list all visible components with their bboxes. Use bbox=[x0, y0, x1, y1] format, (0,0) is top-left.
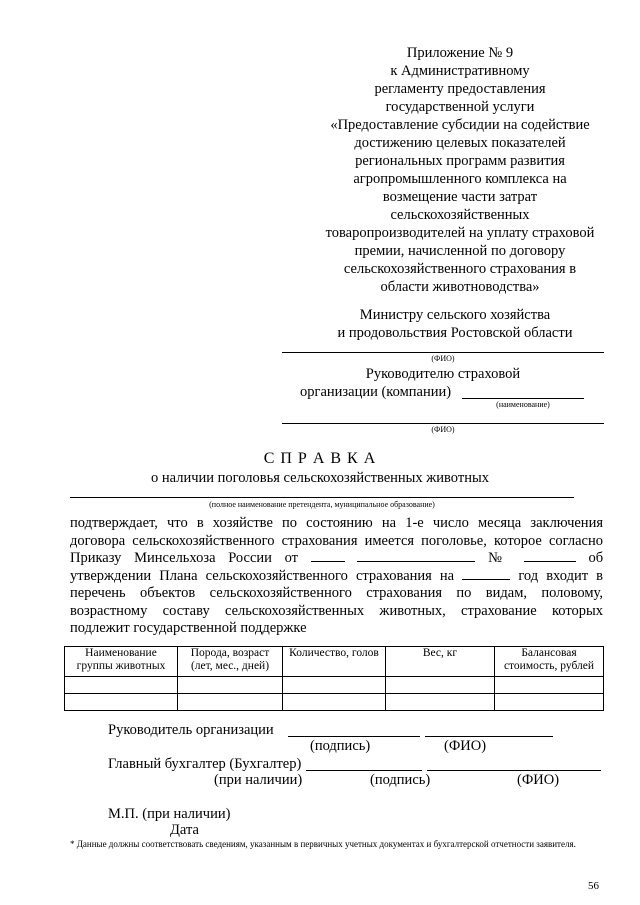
annex-line: регламенту предоставления bbox=[374, 81, 546, 97]
applicant-hint: (полное наименование претендента, муниципальное образование) bbox=[209, 500, 435, 509]
fio-label: (ФИО) bbox=[444, 738, 487, 754]
insurer-line1: Руководителю страховой bbox=[365, 366, 521, 382]
footnote: * Данные должны соответствовать сведениям, указанным в первичных учетных документах и бухгалтерской отчетности заявителя. bbox=[70, 839, 576, 849]
header-cell: Количество, голов bbox=[283, 647, 386, 677]
table-cell[interactable] bbox=[495, 677, 604, 694]
minister-line: и продовольствия Ростовской области bbox=[337, 325, 573, 341]
body-text-2: об утверждении Плана сельскохозяйственного страхования на bbox=[70, 550, 604, 584]
table-row bbox=[65, 677, 604, 694]
accountant-sign-line[interactable] bbox=[306, 770, 422, 771]
table-cell[interactable] bbox=[283, 677, 386, 694]
accountant-label: Главный бухгалтер (Бухгалтер) bbox=[108, 756, 302, 772]
fio-label: (ФИО) bbox=[431, 354, 455, 363]
annex-line: к Административному bbox=[390, 63, 530, 79]
body-paragraph bbox=[70, 515, 603, 638]
head-sign-line[interactable] bbox=[288, 736, 420, 737]
annex-line: сельскохозяйственного страхования в bbox=[343, 261, 577, 277]
sign-label: (подпись) bbox=[370, 772, 431, 788]
annex-line: области животноводства» bbox=[380, 279, 540, 295]
table-header-row bbox=[65, 647, 604, 677]
fio-label: (ФИО) bbox=[517, 772, 560, 788]
annex-line: Приложение № 9 bbox=[406, 45, 514, 61]
annex-line: региональных программ развития bbox=[355, 153, 565, 169]
annex-line: премии, начисленной по договору bbox=[354, 243, 566, 259]
doc-subtitle: о наличии поголовья сельскохозяйственных животных bbox=[151, 470, 489, 486]
year-blank[interactable] bbox=[462, 579, 510, 580]
fio-label: (ФИО) bbox=[431, 425, 455, 434]
addressee-minister bbox=[280, 306, 630, 342]
order-date-blank[interactable] bbox=[311, 561, 345, 562]
order-number-blank[interactable] bbox=[524, 561, 576, 562]
annex-line: агропромышленного комплекса на bbox=[353, 171, 567, 187]
header-cell: Порода, возраст (лет, мес., дней) bbox=[178, 647, 283, 677]
annex-block bbox=[300, 44, 620, 296]
insurer-line2: организации (компании) bbox=[300, 384, 452, 400]
if-any-label: (при наличии) bbox=[214, 772, 303, 788]
annex-line: возмещение части затрат bbox=[382, 189, 538, 205]
order-date-blank-2[interactable] bbox=[357, 561, 475, 562]
year-word: год bbox=[518, 567, 539, 584]
body-text-1: подтверждает, что в хозяйстве по состоянию на 1-е число месяца заключения договора сельскохозяйственного страхования имеется поголовье, которое согласно Приказу Минсельхоза России от bbox=[70, 515, 603, 566]
annex-line: «Предоставление субсидии на содействие bbox=[330, 117, 590, 133]
annex-line: сельскохозяйственных bbox=[390, 207, 530, 223]
header-cell: Наименование группы животных bbox=[65, 647, 178, 677]
table-cell[interactable] bbox=[65, 677, 178, 694]
head-label: Руководитель организации bbox=[108, 722, 274, 738]
table-cell[interactable] bbox=[386, 677, 495, 694]
insurer-name-line[interactable] bbox=[462, 398, 584, 399]
body-text-3: входит в перечень объектов сельскохозяйственного страхования по видам, половому, возрастному составу сельскохозяйственных животных, страхование которых подлежит государственной поддержке bbox=[70, 567, 603, 636]
annex-line: государственной услуги bbox=[385, 99, 535, 115]
minister-line: Министру сельского хозяйства bbox=[359, 307, 551, 323]
date-label: Дата bbox=[170, 822, 199, 838]
table-row bbox=[65, 694, 604, 711]
accountant-fio-line[interactable] bbox=[427, 770, 601, 771]
head-fio-line[interactable] bbox=[425, 736, 553, 737]
fio-line-minister[interactable] bbox=[282, 352, 604, 353]
table-cell[interactable] bbox=[283, 694, 386, 711]
number-sign: № bbox=[488, 550, 512, 566]
applicant-line[interactable] bbox=[70, 497, 574, 498]
table-cell[interactable] bbox=[386, 694, 495, 711]
table-cell[interactable] bbox=[178, 677, 283, 694]
annex-line: достижению целевых показателей bbox=[354, 135, 566, 151]
livestock-table bbox=[64, 646, 604, 711]
name-label: (наименование) bbox=[496, 400, 550, 409]
sign-label: (подпись) bbox=[310, 738, 371, 754]
doc-title: С П Р А В К А bbox=[263, 450, 377, 467]
annex-line: товаропроизводителей на уплату страховой bbox=[325, 225, 595, 241]
table-cell[interactable] bbox=[65, 694, 178, 711]
table-cell[interactable] bbox=[495, 694, 604, 711]
header-cell: Вес, кг bbox=[386, 647, 495, 677]
fio-line-insurer[interactable] bbox=[282, 423, 604, 424]
table-cell[interactable] bbox=[178, 694, 283, 711]
page-number: 56 bbox=[588, 880, 599, 892]
stamp-label: М.П. (при наличии) bbox=[108, 806, 231, 822]
header-cell: Балансовая стоимость, рублей bbox=[495, 647, 604, 677]
